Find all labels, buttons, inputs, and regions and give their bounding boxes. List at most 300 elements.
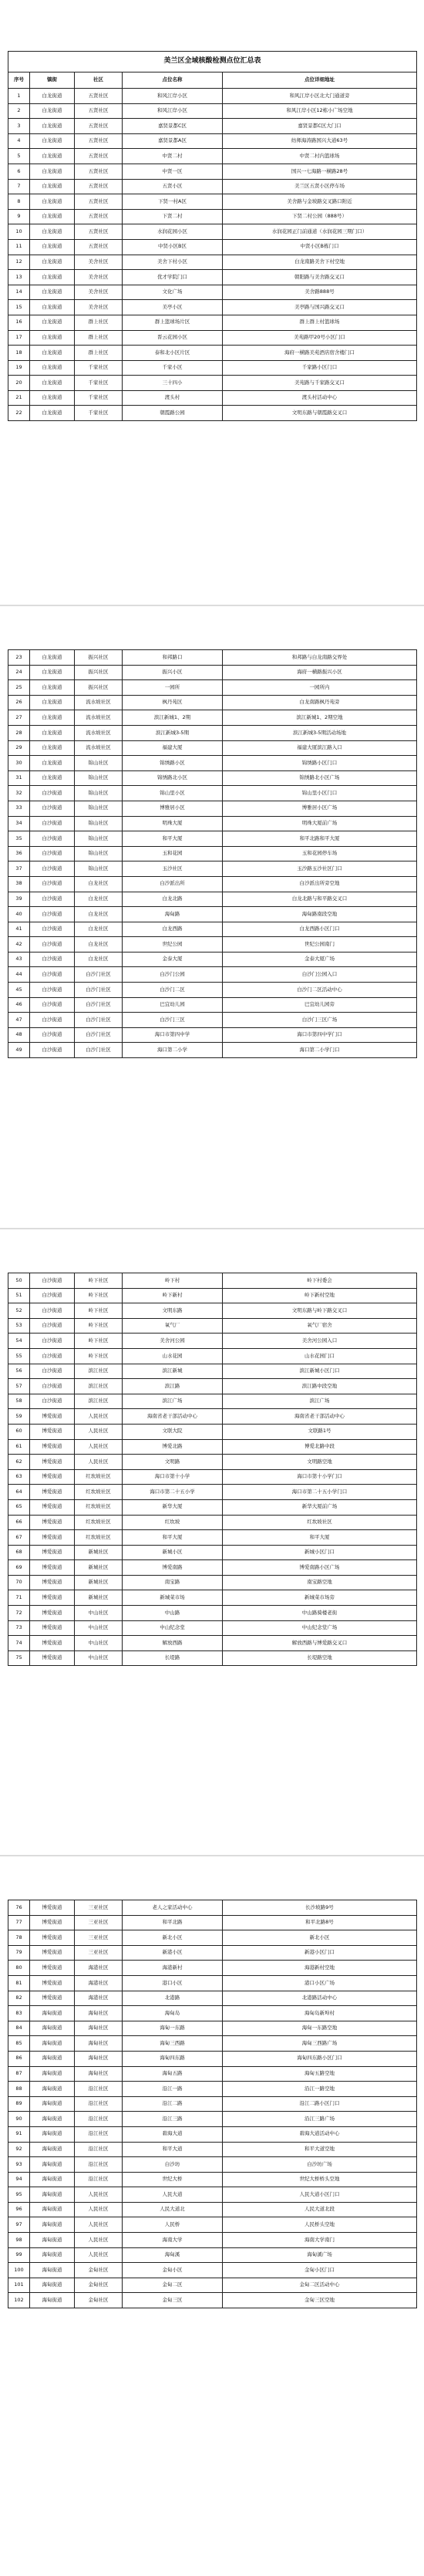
cell-address: 美苑路与千家路交叉口 (223, 376, 417, 391)
cell-no: 67 (8, 1530, 30, 1546)
table-row (8, 786, 417, 801)
cell-address: 一园所内 (223, 680, 417, 696)
page-break (0, 1228, 424, 1229)
cell-address: 海甸溪广场 (223, 2247, 417, 2263)
table-row (8, 937, 417, 953)
cell-street: 博爱街道 (30, 1620, 75, 1636)
cell-point: 和平大厦 (123, 831, 223, 847)
cell-address: 美舍河公园入口 (223, 1334, 417, 1349)
cell-no: 101 (8, 2278, 30, 2293)
cell-community: 岭下社区 (75, 1348, 123, 1364)
summary-table (8, 649, 417, 1058)
cell-point: 南宝路 (123, 1575, 223, 1590)
cell-street: 海甸街道 (30, 2006, 75, 2021)
cell-street: 海甸街道 (30, 2036, 75, 2052)
cell-address: 美苑路甲20号小区门口 (223, 330, 417, 346)
cell-street: 白龙街道 (30, 725, 75, 740)
cell-community: 新城社区 (75, 1545, 123, 1560)
cell-address: 人民桥头空地 (223, 2217, 417, 2233)
cell-street: 博爱街道 (30, 1439, 75, 1455)
cell-no: 19 (8, 360, 30, 376)
cell-community: 人民社区 (75, 2233, 123, 2248)
cell-community: 锦山社区 (75, 816, 123, 831)
cell-address: 金泰大厦广场 (223, 952, 417, 967)
cell-no: 1 (8, 89, 30, 104)
cell-street: 白龙街道 (30, 89, 75, 104)
cell-street: 博爱街道 (30, 1560, 75, 1576)
cell-community: 五贤社区 (75, 194, 123, 210)
cell-address: 纺师海涛路国兴大道63号 (223, 133, 417, 149)
table-row (8, 861, 417, 877)
cell-point: 博雅居小区 (123, 801, 223, 816)
cell-point: 港口小区 (123, 1975, 223, 1991)
table-row (8, 346, 417, 361)
cell-community: 振兴社区 (75, 650, 123, 666)
cell-no: 2 (8, 103, 30, 119)
cell-address: 和平大厦 (223, 1530, 417, 1546)
cell-street: 白龙街道 (30, 665, 75, 680)
cell-no: 41 (8, 922, 30, 937)
cell-community: 流水坡社区 (75, 740, 123, 756)
cell-community: 锦山社区 (75, 846, 123, 861)
table-row (8, 892, 417, 907)
cell-community: 海港社区 (75, 1975, 123, 1991)
cell-address: 海甸五路空地 (223, 2066, 417, 2082)
cell-community: 群上社区 (75, 330, 123, 346)
cell-no: 88 (8, 2082, 30, 2097)
cell-street: 白龙街道 (30, 740, 75, 756)
cell-no: 94 (8, 2172, 30, 2187)
cell-address: 海南大学南门 (223, 2233, 417, 2248)
header-no: 序号 (8, 72, 30, 89)
table-row (8, 2247, 417, 2263)
cell-street: 海甸街道 (30, 2217, 75, 2233)
cell-community: 人民社区 (75, 1439, 123, 1455)
table-row (8, 1027, 417, 1043)
cell-point: 滨江新城1、2期 (123, 710, 223, 726)
cell-point: 沿江二路 (123, 2096, 223, 2112)
cell-address: 海南省老干部活动中心 (223, 1409, 417, 1425)
cell-street: 白沙街道 (30, 1288, 75, 1303)
cell-no: 24 (8, 665, 30, 680)
cell-street: 白龙街道 (30, 194, 75, 210)
cell-no: 57 (8, 1379, 30, 1394)
cell-address: 新华大厦前广场 (223, 1499, 417, 1515)
cell-community: 沿江社区 (75, 2172, 123, 2187)
cell-street: 白沙街道 (30, 1394, 75, 1409)
table-row (8, 2172, 417, 2187)
cell-address: 海甸三西路广场 (223, 2036, 417, 2052)
cell-no: 16 (8, 315, 30, 330)
cell-point: 巴宜幼儿园 (123, 997, 223, 1013)
cell-point: 氧气厂 (123, 1318, 223, 1334)
cell-community: 人民社区 (75, 2202, 123, 2217)
cell-point: 沿江一路 (123, 2082, 223, 2097)
table-row (8, 1636, 417, 1651)
cell-address: 海甸岛新埠村 (223, 2006, 417, 2021)
cell-point: 滨江路 (123, 1379, 223, 1394)
cell-point: 新城菜市场 (123, 1590, 223, 1606)
table-row (8, 1650, 417, 1666)
cell-no: 26 (8, 695, 30, 710)
header-street: 镇街 (30, 72, 75, 89)
cell-no: 72 (8, 1606, 30, 1621)
cell-no: 30 (8, 756, 30, 771)
cell-address: 和邦路与白龙南路交界处 (223, 650, 417, 666)
cell-no: 98 (8, 2233, 30, 2248)
cell-point: 白龙西路 (123, 922, 223, 937)
table-row (8, 2112, 417, 2127)
cell-no: 14 (8, 285, 30, 300)
cell-street: 白龙街道 (30, 695, 75, 710)
cell-community: 金甸社区 (75, 2263, 123, 2278)
table-row (8, 2233, 417, 2248)
cell-no: 96 (8, 2202, 30, 2217)
cell-address: 朝阳路与美舍路交叉口 (223, 270, 417, 285)
table-row (8, 376, 417, 391)
cell-street: 海甸街道 (30, 2126, 75, 2142)
cell-address: 美舍路与金坡路交叉路口附近 (223, 194, 417, 210)
cell-address: 海甸一东路空地 (223, 2021, 417, 2036)
cell-street: 白龙街道 (30, 119, 75, 134)
cell-no: 31 (8, 770, 30, 786)
cell-community: 锦山社区 (75, 770, 123, 786)
cell-address: 金甸三区空地 (223, 2293, 417, 2308)
table-row (8, 1560, 417, 1576)
table-row (8, 2157, 417, 2173)
cell-point: 海南大学 (123, 2233, 223, 2248)
cell-community: 沿江社区 (75, 2096, 123, 2112)
cell-point: 嘉贤景都C区 (123, 119, 223, 134)
cell-point: 下贤二村 (123, 209, 223, 224)
cell-point: 新华大厦 (123, 1499, 223, 1515)
cell-no: 11 (8, 239, 30, 255)
cell-street: 白龙街道 (30, 680, 75, 696)
cell-community: 白沙门社区 (75, 1043, 123, 1058)
cell-street: 白沙街道 (30, 846, 75, 861)
table-row (8, 2202, 417, 2217)
cell-street: 海甸街道 (30, 2233, 75, 2248)
cell-street: 博爱街道 (30, 1530, 75, 1546)
table-row (8, 1915, 417, 1930)
table-row (8, 876, 417, 892)
table-row (8, 1900, 417, 1916)
cell-point: 金甸三区 (123, 2293, 223, 2308)
cell-address: 千家路小区门口 (223, 360, 417, 376)
cell-street: 白沙街道 (30, 907, 75, 922)
cell-no: 36 (8, 846, 30, 861)
cell-address: 金甸小区门口 (223, 2263, 417, 2278)
cell-point: 人民大道北 (123, 2202, 223, 2217)
cell-no: 70 (8, 1575, 30, 1590)
cell-point: 优才学院门口 (123, 270, 223, 285)
cell-point: 博爱南路 (123, 1560, 223, 1576)
cell-street: 博爱街道 (30, 1991, 75, 2006)
cell-address: 美兰区五贤小区停车场 (223, 179, 417, 194)
cell-community: 人民社区 (75, 1424, 123, 1439)
cell-address: 人民大道北段 (223, 2202, 417, 2217)
cell-community: 五贤社区 (75, 119, 123, 134)
cell-point: 金甸小区 (123, 2263, 223, 2278)
cell-street: 白沙街道 (30, 1273, 75, 1289)
cell-community: 沿江社区 (75, 2157, 123, 2173)
cell-community: 五贤社区 (75, 164, 123, 179)
cell-street: 白沙街道 (30, 997, 75, 1013)
cell-no: 34 (8, 816, 30, 831)
table-row (8, 224, 417, 240)
cell-street: 白龙街道 (30, 179, 75, 194)
cell-address: 群上群上村篮球场 (223, 315, 417, 330)
cell-street: 白龙街道 (30, 770, 75, 786)
cell-no: 77 (8, 1915, 30, 1930)
cell-no: 42 (8, 937, 30, 953)
cell-no: 27 (8, 710, 30, 726)
cell-street: 白沙街道 (30, 861, 75, 877)
page-break (0, 1855, 424, 1856)
cell-no: 63 (8, 1469, 30, 1485)
cell-address: 滨江广场 (223, 1394, 417, 1409)
cell-street: 博爱街道 (30, 1575, 75, 1590)
cell-address: 博爱南路小区广场 (223, 1560, 417, 1576)
cell-address: 港口小区广场 (223, 1975, 417, 1991)
cell-address: 中贤二村内篮球场 (223, 149, 417, 164)
cell-address: 白龙南路美舍下村空地 (223, 255, 417, 270)
table-row (8, 270, 417, 285)
cell-community: 滨江社区 (75, 1394, 123, 1409)
cell-street: 博爱街道 (30, 1606, 75, 1621)
cell-street: 博爱街道 (30, 1409, 75, 1425)
cell-address: 海港新村空地 (223, 1961, 417, 1976)
cell-address: 沿江一路空地 (223, 2082, 417, 2097)
cell-point: 福建大厦 (123, 740, 223, 756)
table-row (8, 695, 417, 710)
cell-street: 白沙街道 (30, 1379, 75, 1394)
cell-address: 海府一横路美苑酒店宿舍楼门口 (223, 346, 417, 361)
cell-no: 7 (8, 179, 30, 194)
cell-no: 59 (8, 1409, 30, 1425)
table-row (8, 2096, 417, 2112)
table-row (8, 2263, 417, 2278)
cell-street: 白龙街道 (30, 406, 75, 421)
table-row (8, 1620, 417, 1636)
cell-no: 25 (8, 680, 30, 696)
table-row (8, 209, 417, 224)
cell-street: 白沙街道 (30, 1364, 75, 1379)
table-row (8, 390, 417, 406)
cell-address: 白沙派出所旁空地 (223, 876, 417, 892)
cell-point: 新港小区 (123, 1945, 223, 1961)
cell-street: 白沙街道 (30, 967, 75, 983)
cell-street: 博爱街道 (30, 1499, 75, 1515)
cell-street: 海甸街道 (30, 2157, 75, 2173)
cell-address: 和平大道空地 (223, 2142, 417, 2157)
cell-address: 海口第二小学门口 (223, 1043, 417, 1058)
table-row (8, 2036, 417, 2052)
cell-street: 白沙街道 (30, 831, 75, 847)
cell-address: 滨江新城1、2期空地 (223, 710, 417, 726)
cell-street: 博爱街道 (30, 1515, 75, 1530)
cell-community: 五贤社区 (75, 239, 123, 255)
cell-street: 白沙街道 (30, 786, 75, 801)
cell-address: 水润花园正门前通道（水润花园三期门口） (223, 224, 417, 240)
cell-point: 新城小区 (123, 1545, 223, 1560)
cell-address: 文联路1号 (223, 1424, 417, 1439)
cell-address: 海口市第十小学门口 (223, 1469, 417, 1485)
cell-address: 中山路骑楼老街 (223, 1606, 417, 1621)
cell-address: 博爱北路中段 (223, 1439, 417, 1455)
table-row (8, 801, 417, 816)
cell-no: 38 (8, 876, 30, 892)
cell-point: 渡头村 (123, 390, 223, 406)
cell-address: 文明路空地 (223, 1455, 417, 1470)
table-row (8, 285, 417, 300)
cell-point: 海甸三西路 (123, 2036, 223, 2052)
cell-street: 白龙街道 (30, 300, 75, 315)
table-row (8, 1439, 417, 1455)
cell-no: 79 (8, 1945, 30, 1961)
cell-address: 明珠大厦前广场 (223, 816, 417, 831)
cell-community: 美舍社区 (75, 285, 123, 300)
cell-point: 海口市第四中学 (123, 1027, 223, 1043)
cell-no: 89 (8, 2096, 30, 2112)
cell-no: 58 (8, 1394, 30, 1409)
cell-address: 滨江路中段空地 (223, 1379, 417, 1394)
cell-point: 和平北路 (123, 1915, 223, 1930)
table-row (8, 1975, 417, 1991)
cell-address: 中贤小区B栋门口 (223, 239, 417, 255)
cell-address: 博雅居小区广场 (223, 801, 417, 816)
cell-address: 南宝路空地 (223, 1575, 417, 1590)
cell-address: 中山纪念堂广场 (223, 1620, 417, 1636)
cell-street: 博爱街道 (30, 1975, 75, 1991)
table-row (8, 967, 417, 983)
cell-community: 锦山社区 (75, 861, 123, 877)
cell-no: 35 (8, 831, 30, 847)
cell-community: 金甸社区 (75, 2293, 123, 2308)
cell-community: 人民社区 (75, 2247, 123, 2263)
cell-community: 红坎坡社区 (75, 1485, 123, 1500)
cell-address: 白龙西路小区门口 (223, 922, 417, 937)
cell-community: 海港社区 (75, 1961, 123, 1976)
cell-address: 世纪大桥桥头空地 (223, 2172, 417, 2187)
cell-community: 红坎坡社区 (75, 1499, 123, 1515)
cell-no: 18 (8, 346, 30, 361)
cell-point: 白沙坊 (123, 2157, 223, 2173)
cell-street: 白沙街道 (30, 1027, 75, 1043)
summary-table (8, 1900, 417, 2308)
cell-address: 北港路活动中心 (223, 1991, 417, 2006)
cell-address: 长沙坡路9号 (223, 1900, 417, 1916)
cell-no: 62 (8, 1455, 30, 1470)
table-row (8, 816, 417, 831)
table-page-4 (8, 1900, 416, 2308)
cell-no: 97 (8, 2217, 30, 2233)
cell-point: 海甸溪 (123, 2247, 223, 2263)
cell-street: 博爱街道 (30, 1485, 75, 1500)
cell-point: 白沙门公园 (123, 967, 223, 983)
cell-no: 100 (8, 2263, 30, 2278)
table-row (8, 922, 417, 937)
cell-community: 白沙门社区 (75, 1027, 123, 1043)
cell-street: 白龙街道 (30, 650, 75, 666)
cell-no: 44 (8, 967, 30, 983)
cell-community: 海甸社区 (75, 2036, 123, 2052)
cell-no: 54 (8, 1334, 30, 1349)
cell-address: 白龙北路与和平路交叉口 (223, 892, 417, 907)
cell-community: 人民社区 (75, 1409, 123, 1425)
cell-point: 山水花园 (123, 1348, 223, 1364)
cell-community: 沿江社区 (75, 2126, 123, 2142)
cell-address: 海甸路南段空地 (223, 907, 417, 922)
cell-no: 73 (8, 1620, 30, 1636)
cell-community: 千家社区 (75, 390, 123, 406)
cell-address: 新城小区门口 (223, 1545, 417, 1560)
cell-point: 海南省老干部活动中心 (123, 1409, 223, 1425)
cell-point: 新北小区 (123, 1930, 223, 1946)
cell-point: 海口市第十小学 (123, 1469, 223, 1485)
cell-point: 人民桥 (123, 2217, 223, 2233)
cell-community: 新城社区 (75, 1560, 123, 1576)
cell-community: 中山社区 (75, 1620, 123, 1636)
cell-community: 五贤社区 (75, 224, 123, 240)
cell-no: 33 (8, 801, 30, 816)
cell-community: 锦山社区 (75, 756, 123, 771)
cell-community: 白沙门社区 (75, 997, 123, 1013)
cell-community: 三亚社区 (75, 1945, 123, 1961)
table-row (8, 680, 417, 696)
cell-point: 一园所 (123, 680, 223, 696)
cell-street: 白沙街道 (30, 876, 75, 892)
cell-no: 10 (8, 224, 30, 240)
table-row (8, 89, 417, 104)
cell-address: 海口市第二十五小学门口 (223, 1485, 417, 1500)
cell-address: 国兴一七海路一横路28号 (223, 164, 417, 179)
cell-point: 三十四小 (123, 376, 223, 391)
cell-point: 锦山里小区 (123, 786, 223, 801)
cell-address: 人民大道小区门口 (223, 2187, 417, 2203)
cell-community: 红坎坡社区 (75, 1530, 123, 1546)
cell-street: 博爱街道 (30, 1469, 75, 1485)
table-row (8, 2066, 417, 2082)
table-row (8, 1043, 417, 1058)
cell-no: 55 (8, 1348, 30, 1364)
cell-no: 20 (8, 376, 30, 391)
table-row (8, 1394, 417, 1409)
cell-point: 玉沙社区 (123, 861, 223, 877)
cell-community: 岭下社区 (75, 1318, 123, 1334)
cell-community: 美舍社区 (75, 300, 123, 315)
cell-community: 沿江社区 (75, 2142, 123, 2157)
header-address: 点位详细地址 (223, 72, 417, 89)
cell-community: 白沙门社区 (75, 967, 123, 983)
cell-point: 美亭小区 (123, 300, 223, 315)
table-row (8, 1575, 417, 1590)
cell-street: 博爱街道 (30, 1915, 75, 1930)
cell-address: 白沙门三区广场 (223, 1013, 417, 1028)
cell-street: 海甸街道 (30, 2142, 75, 2157)
cell-address: 海口市第四中学门口 (223, 1027, 417, 1043)
table-row (8, 1013, 417, 1028)
cell-street: 博爱街道 (30, 1545, 75, 1560)
cell-no: 56 (8, 1364, 30, 1379)
cell-no: 85 (8, 2036, 30, 2052)
cell-street: 白龙街道 (30, 330, 75, 346)
cell-address: 岭下新村空地 (223, 1288, 417, 1303)
cell-street: 博爱街道 (30, 1945, 75, 1961)
cell-community: 岭下社区 (75, 1303, 123, 1319)
table-row (8, 103, 417, 119)
cell-community: 海甸社区 (75, 2006, 123, 2021)
